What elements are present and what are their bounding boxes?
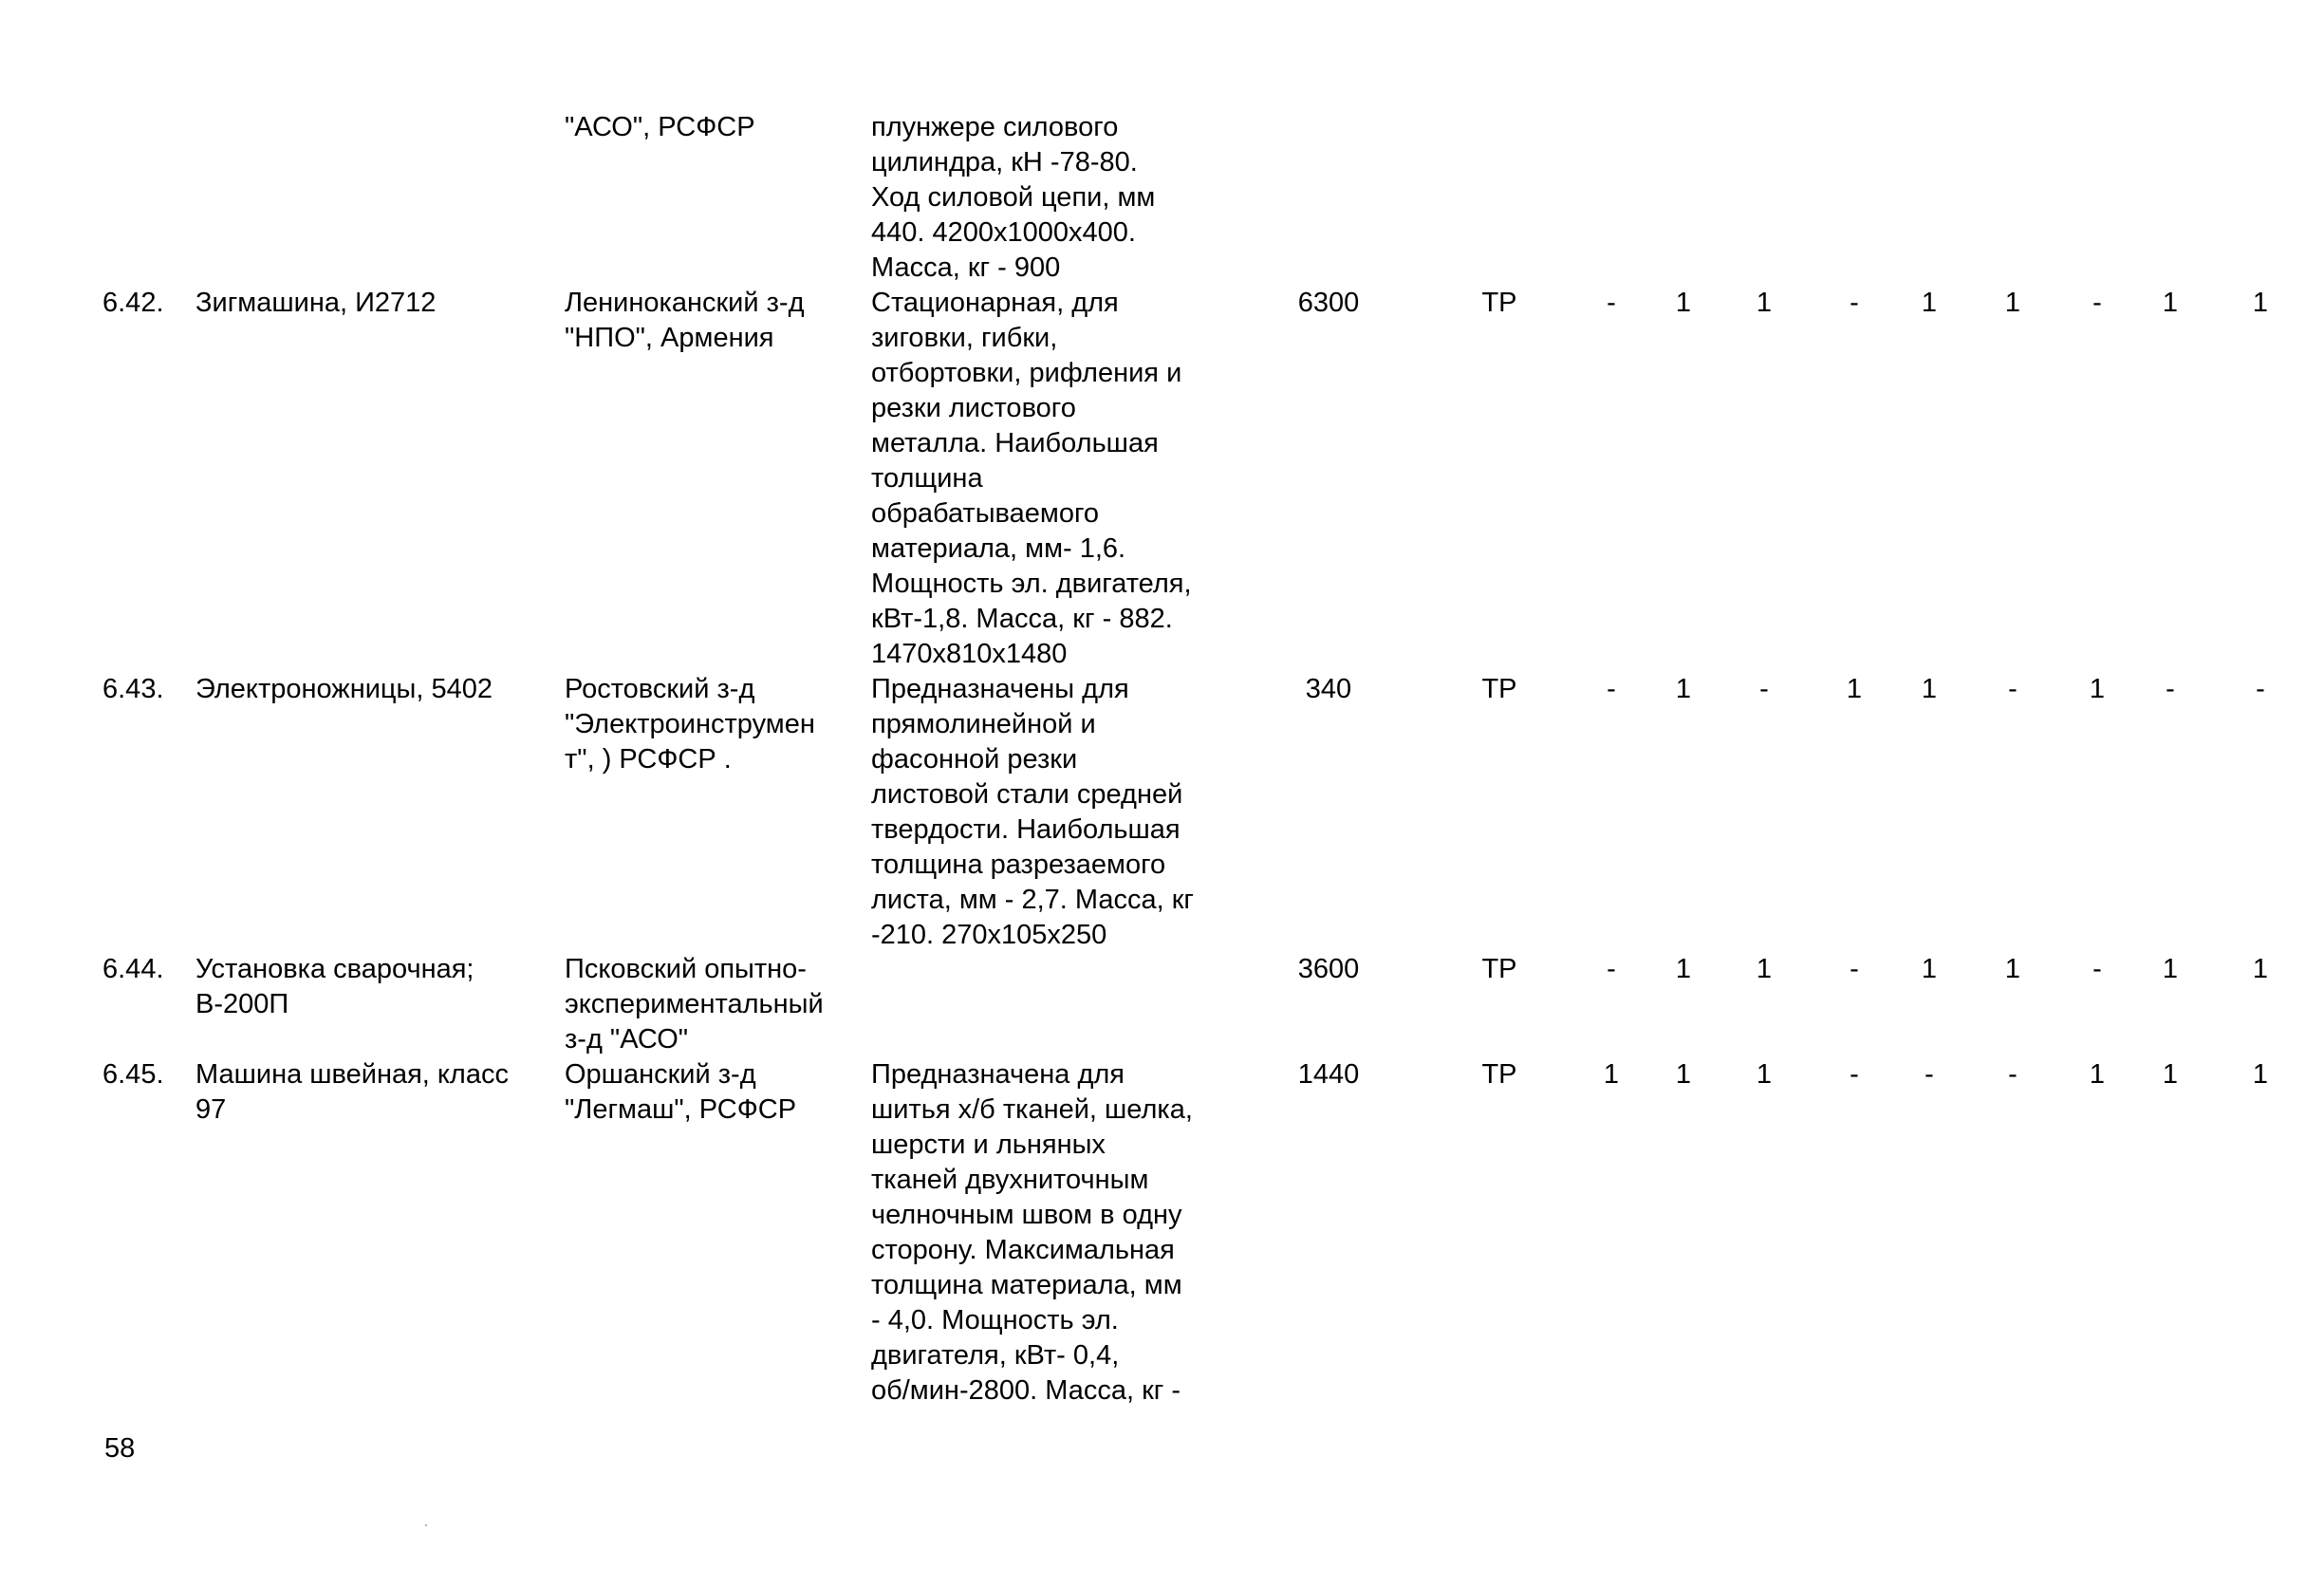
flag-cell: 1 — [1756, 954, 1773, 984]
flag-cell: - — [2256, 674, 2265, 704]
flag-cell: - — [1850, 288, 1859, 318]
flag-cell: 1 — [1921, 674, 1938, 704]
item-name: Зигмашина, И2712 — [195, 288, 437, 318]
description-cell: плунжере силового цилиндра, кН -78-80. Ход силовой цепи, мм 440. 4200x1000x400. Масса, кг - 900 — [871, 112, 1156, 283]
flag-cell: 1 — [2004, 954, 2021, 984]
item-number: 6.44. — [102, 954, 164, 984]
flag-cell: 1 — [2252, 1059, 2269, 1090]
flag-cell: 1 — [2004, 288, 2021, 318]
flag-cell: 1 — [1675, 1059, 1692, 1090]
item-number: 6.45. — [102, 1059, 164, 1090]
manufacturer-cell: Лениноканский з-д "НПО", Армения — [565, 288, 805, 353]
flag-cell: - — [1850, 1059, 1859, 1090]
price-cell: 1440 — [1297, 1059, 1360, 1090]
price-cell: 3600 — [1297, 954, 1360, 984]
flag-cell: - — [1607, 954, 1616, 984]
flag-cell: - — [1607, 288, 1616, 318]
flag-cell: 1 — [1846, 674, 1863, 704]
flag-cell: 1 — [1756, 288, 1773, 318]
type-cell: ТР — [1481, 288, 1517, 318]
flag-cell: 1 — [2089, 674, 2106, 704]
price-cell: 340 — [1305, 674, 1352, 704]
flag-cell: 1 — [2162, 954, 2179, 984]
flag-cell: - — [2092, 954, 2102, 984]
flag-cell: 1 — [2162, 1059, 2179, 1090]
flag-cell: 1 — [1603, 1059, 1620, 1090]
flag-cell: 1 — [2162, 288, 2179, 318]
item-number: 6.42. — [102, 288, 164, 318]
type-cell: ТР — [1481, 954, 1517, 984]
manufacturer-cell: "АСО", РСФСР — [565, 112, 755, 142]
item-number: 6.43. — [102, 674, 164, 704]
item-name: Машина швейная, класс 97 — [195, 1059, 509, 1125]
flag-cell: 1 — [1756, 1059, 1773, 1090]
flag-cell: 1 — [1675, 674, 1692, 704]
flag-cell: 1 — [2089, 1059, 2106, 1090]
item-name: Установка сварочная; В-200П — [195, 954, 474, 1019]
type-cell: ТР — [1481, 1059, 1517, 1090]
type-cell: ТР — [1481, 674, 1517, 704]
manufacturer-cell: Оршанский з-д "Легмаш", РСФСР — [565, 1059, 797, 1125]
flag-cell: 1 — [1675, 288, 1692, 318]
flag-cell: - — [1759, 674, 1769, 704]
manufacturer-cell: Псковский опытно- экспериментальный з-д "АСО" — [565, 954, 824, 1055]
flag-cell: - — [2008, 1059, 2017, 1090]
flag-cell: - — [2008, 674, 2017, 704]
item-name: Электроножницы, 5402 — [195, 674, 493, 704]
flag-cell: - — [2092, 288, 2102, 318]
description-cell: Стационарная, для зиговки, гибки, отбортовки, рифления и резки листового металла. Наибольшая толщина обрабатываемого материала, мм- 1,6. Мощность эл. двигателя, кВт-1,8. Масса, кг - 882. 1470x810x1480 — [871, 288, 1192, 669]
manufacturer-cell: Ростовский з-д "Электроинструмен т", ) РСФСР . — [565, 674, 815, 775]
flag-cell: - — [1924, 1059, 1934, 1090]
flag-cell: - — [1607, 674, 1616, 704]
description-cell: Предназначены для прямолинейной и фасонной резки листовой стали средней твердости. Наибольшая толщина разрезаемого листа, мм - 2,7. Масса, кг -210. 270x105x250 — [871, 674, 1195, 950]
flag-cell: 1 — [2252, 954, 2269, 984]
flag-cell: 1 — [2252, 288, 2269, 318]
flag-cell: 1 — [1921, 288, 1938, 318]
price-cell: 6300 — [1297, 288, 1360, 318]
description-cell: Предназначена для шитья х/б тканей, шелка, шерсти и льняных тканей двухниточным челночным швом в одну сторону. Максимальная толщина материала, мм - 4,0. Мощность эл. двигателя, кВт- 0,4, об/мин-2800. Масса, кг - — [871, 1059, 1193, 1406]
flag-cell: - — [1850, 954, 1859, 984]
flag-cell: - — [2166, 674, 2175, 704]
flag-cell: 1 — [1675, 954, 1692, 984]
scan-speck — [425, 1524, 427, 1526]
page-number: 58 — [104, 1433, 136, 1464]
flag-cell: 1 — [1921, 954, 1938, 984]
